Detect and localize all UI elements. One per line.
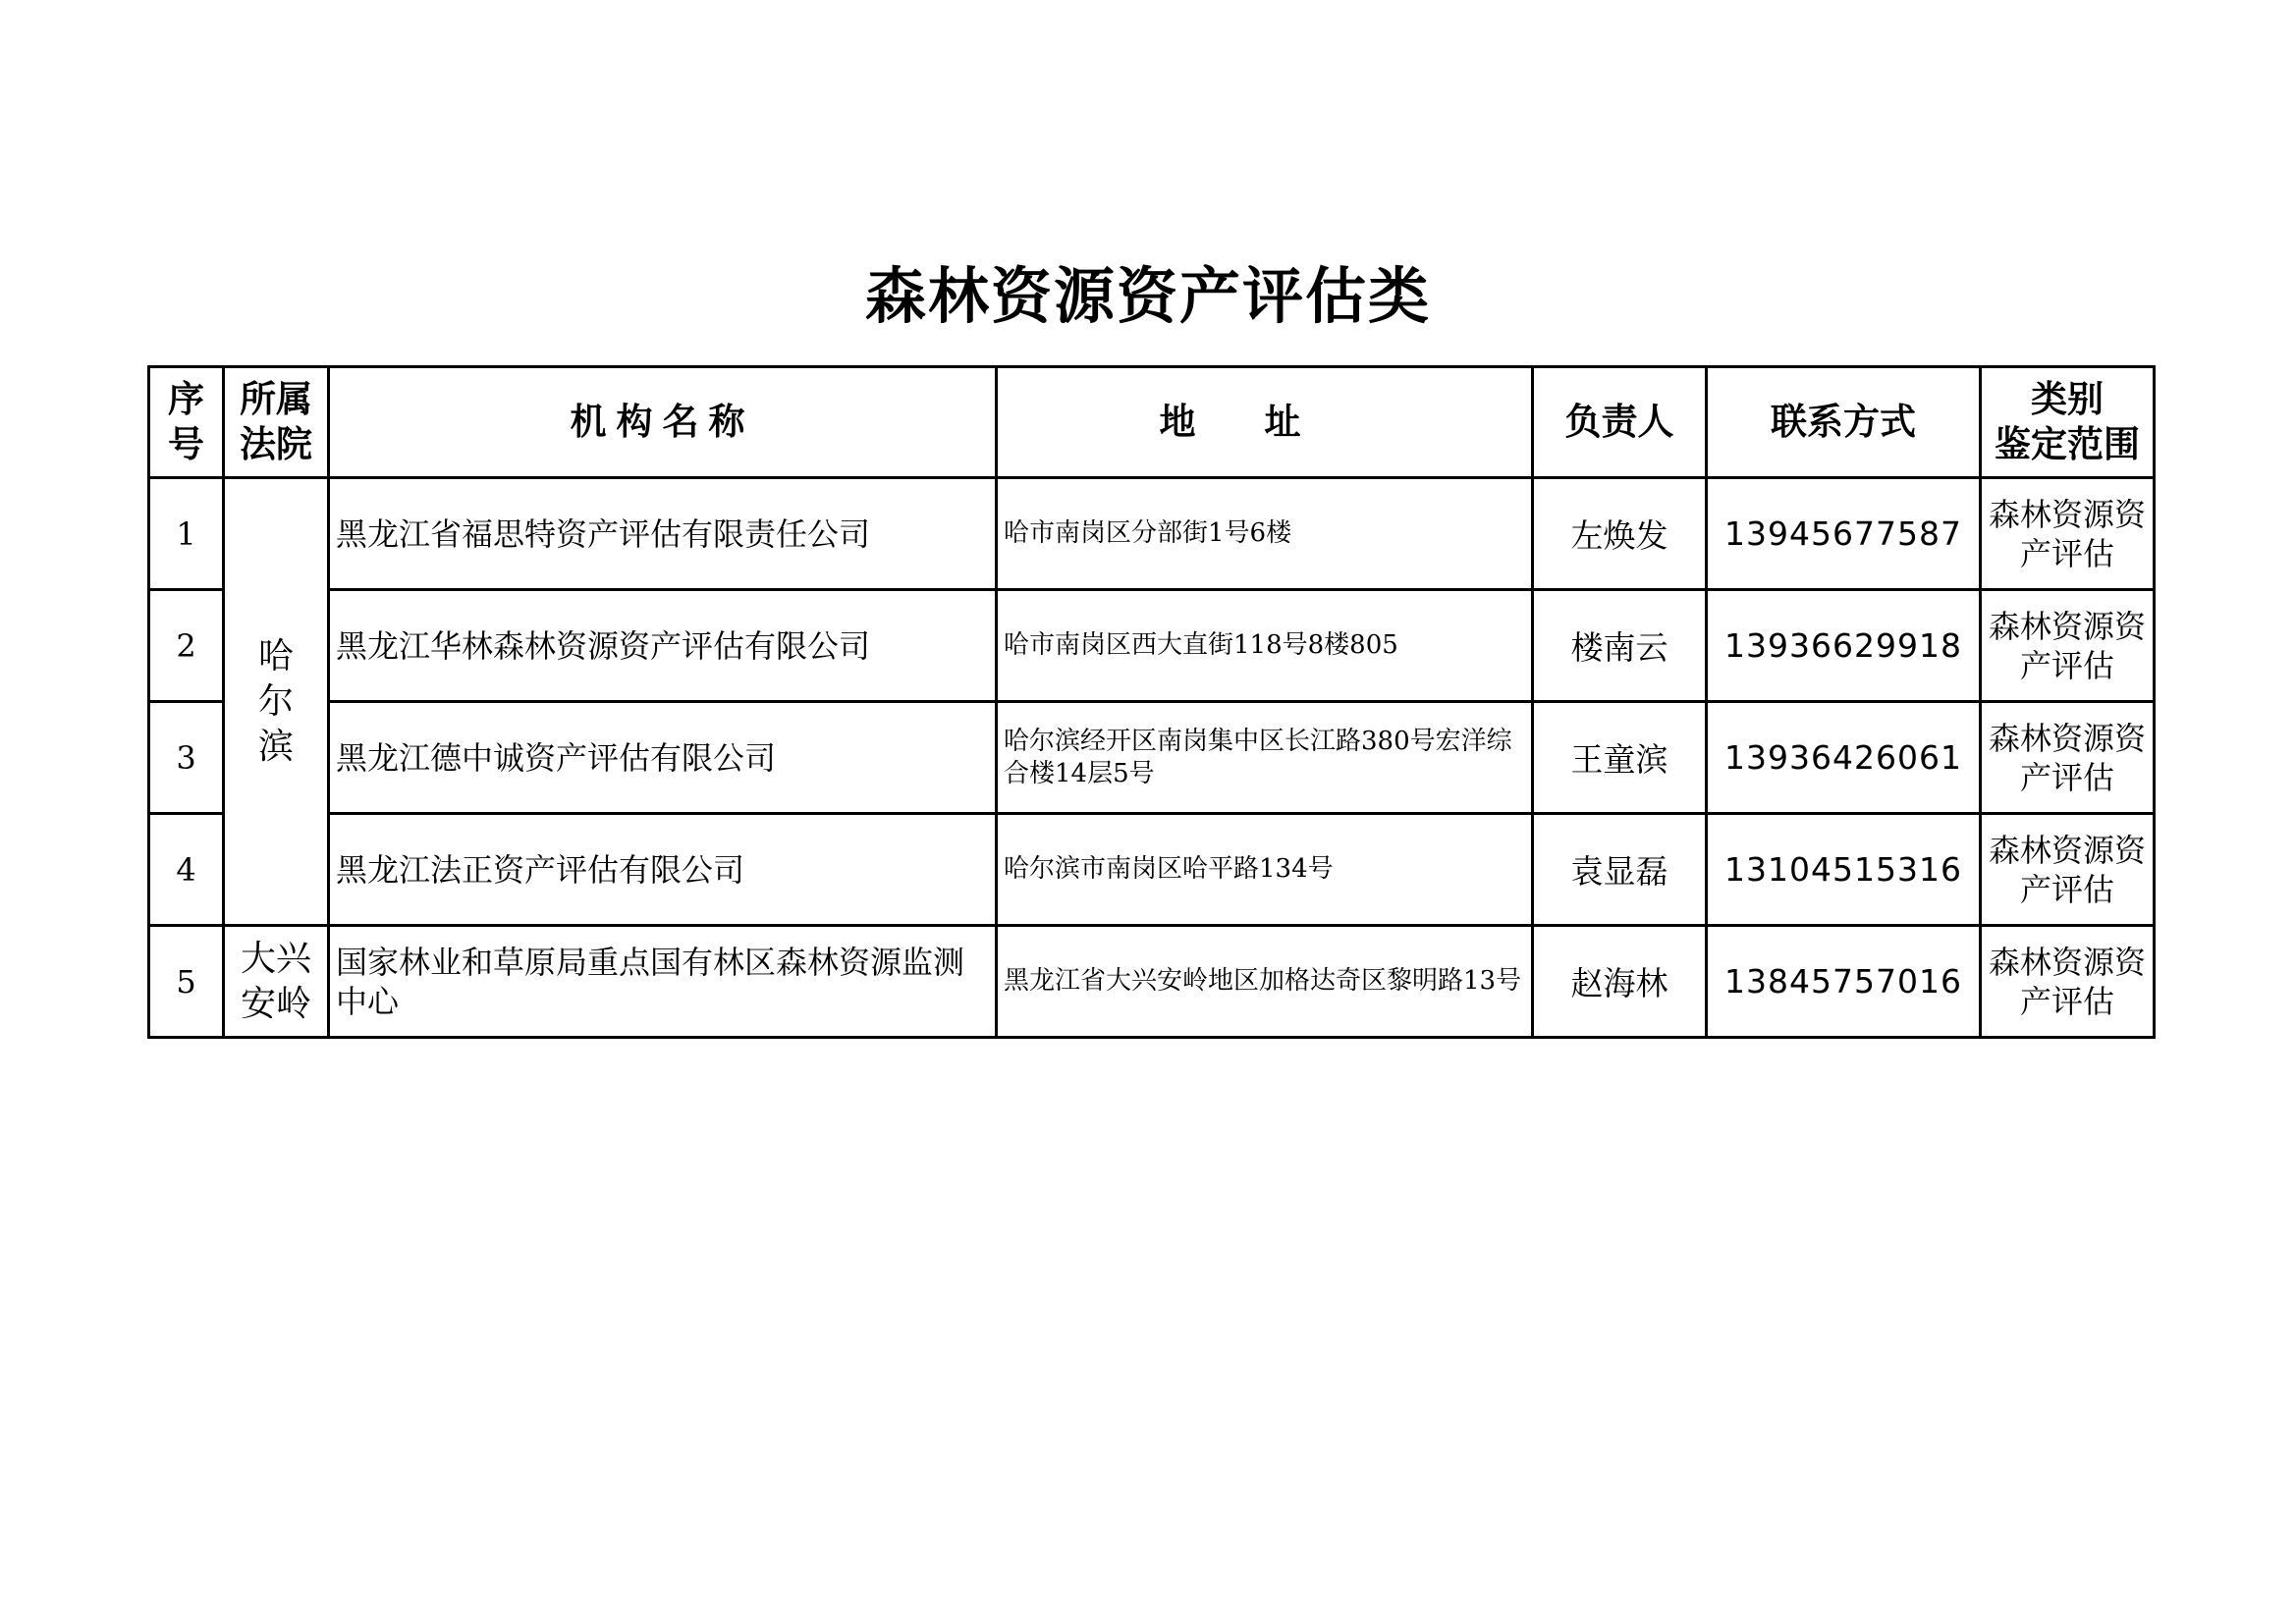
row-head: 楼南云 bbox=[1533, 590, 1707, 702]
table-row bbox=[149, 478, 2155, 590]
row-phone: 13845757016 bbox=[1707, 926, 1981, 1038]
header-seq bbox=[149, 367, 224, 478]
court-harbin bbox=[224, 478, 329, 926]
row-address: 哈尔滨市南岗区哈平路134号 bbox=[997, 814, 1533, 926]
header-seq-line1: 序 bbox=[168, 378, 204, 420]
row-category: 森林资源资产评估 bbox=[1981, 702, 2155, 814]
header-phone: 联系方式 bbox=[1707, 367, 1981, 478]
table-row bbox=[149, 814, 2155, 926]
institution-table bbox=[147, 365, 2156, 1039]
row-name: 黑龙江省福思特资产评估有限责任公司 bbox=[329, 478, 997, 590]
row-address: 哈尔滨经开区南岗集中区长江路380号宏洋综合楼14层5号 bbox=[997, 702, 1533, 814]
header-head: 负责人 bbox=[1533, 367, 1707, 478]
table-row bbox=[149, 702, 2155, 814]
row-name: 黑龙江法正资产评估有限公司 bbox=[329, 814, 997, 926]
header-court-line1: 所属 bbox=[240, 378, 312, 420]
court-harbin-char: 哈 bbox=[257, 635, 294, 676]
court-harbin-char: 滨 bbox=[257, 726, 294, 767]
row-head: 袁显磊 bbox=[1533, 814, 1707, 926]
row-address: 哈市南岗区分部街1号6楼 bbox=[997, 478, 1533, 590]
header-category-line2: 鉴定范围 bbox=[1995, 423, 2140, 465]
table-row bbox=[149, 590, 2155, 702]
table-header-row bbox=[149, 367, 2155, 478]
row-head: 王童滨 bbox=[1533, 702, 1707, 814]
header-category bbox=[1981, 367, 2155, 478]
row-address: 哈市南岗区西大直街118号8楼805 bbox=[997, 590, 1533, 702]
row-category: 森林资源资产评估 bbox=[1981, 926, 2155, 1038]
page-title: 森林资源资产评估类 bbox=[864, 260, 1431, 332]
header-address: 地址 bbox=[997, 367, 1533, 478]
table-row bbox=[149, 926, 2155, 1038]
row-category: 森林资源资产评估 bbox=[1981, 478, 2155, 590]
row-seq: 3 bbox=[149, 702, 224, 814]
court-harbin-char: 尔 bbox=[257, 680, 294, 722]
row-category: 森林资源资产评估 bbox=[1981, 814, 2155, 926]
row-head: 左焕发 bbox=[1533, 478, 1707, 590]
row-seq: 2 bbox=[149, 590, 224, 702]
row-category: 森林资源资产评估 bbox=[1981, 590, 2155, 702]
header-court bbox=[224, 367, 329, 478]
row-seq: 4 bbox=[149, 814, 224, 926]
row-phone: 13104515316 bbox=[1707, 814, 1981, 926]
header-category-line1: 类别 bbox=[2031, 378, 2104, 420]
row-name: 国家林业和草原局重点国有林区森林资源监测中心 bbox=[329, 926, 997, 1038]
row-phone: 13936426061 bbox=[1707, 702, 1981, 814]
header-seq-line2: 号 bbox=[168, 423, 204, 465]
header-court-line2: 法院 bbox=[240, 423, 312, 465]
row-name: 黑龙江华林森林资源资产评估有限公司 bbox=[329, 590, 997, 702]
row-phone: 13936629918 bbox=[1707, 590, 1981, 702]
row-seq: 5 bbox=[149, 926, 224, 1038]
row-seq: 1 bbox=[149, 478, 224, 590]
row-address: 黑龙江省大兴安岭地区加格达奇区黎明路13号 bbox=[997, 926, 1533, 1038]
row-head: 赵海林 bbox=[1533, 926, 1707, 1038]
row-name: 黑龙江德中诚资产评估有限公司 bbox=[329, 702, 997, 814]
court-daxinganling: 大兴安岭 bbox=[224, 926, 329, 1038]
row-phone: 13945677587 bbox=[1707, 478, 1981, 590]
header-name: 机构名称 bbox=[329, 367, 997, 478]
